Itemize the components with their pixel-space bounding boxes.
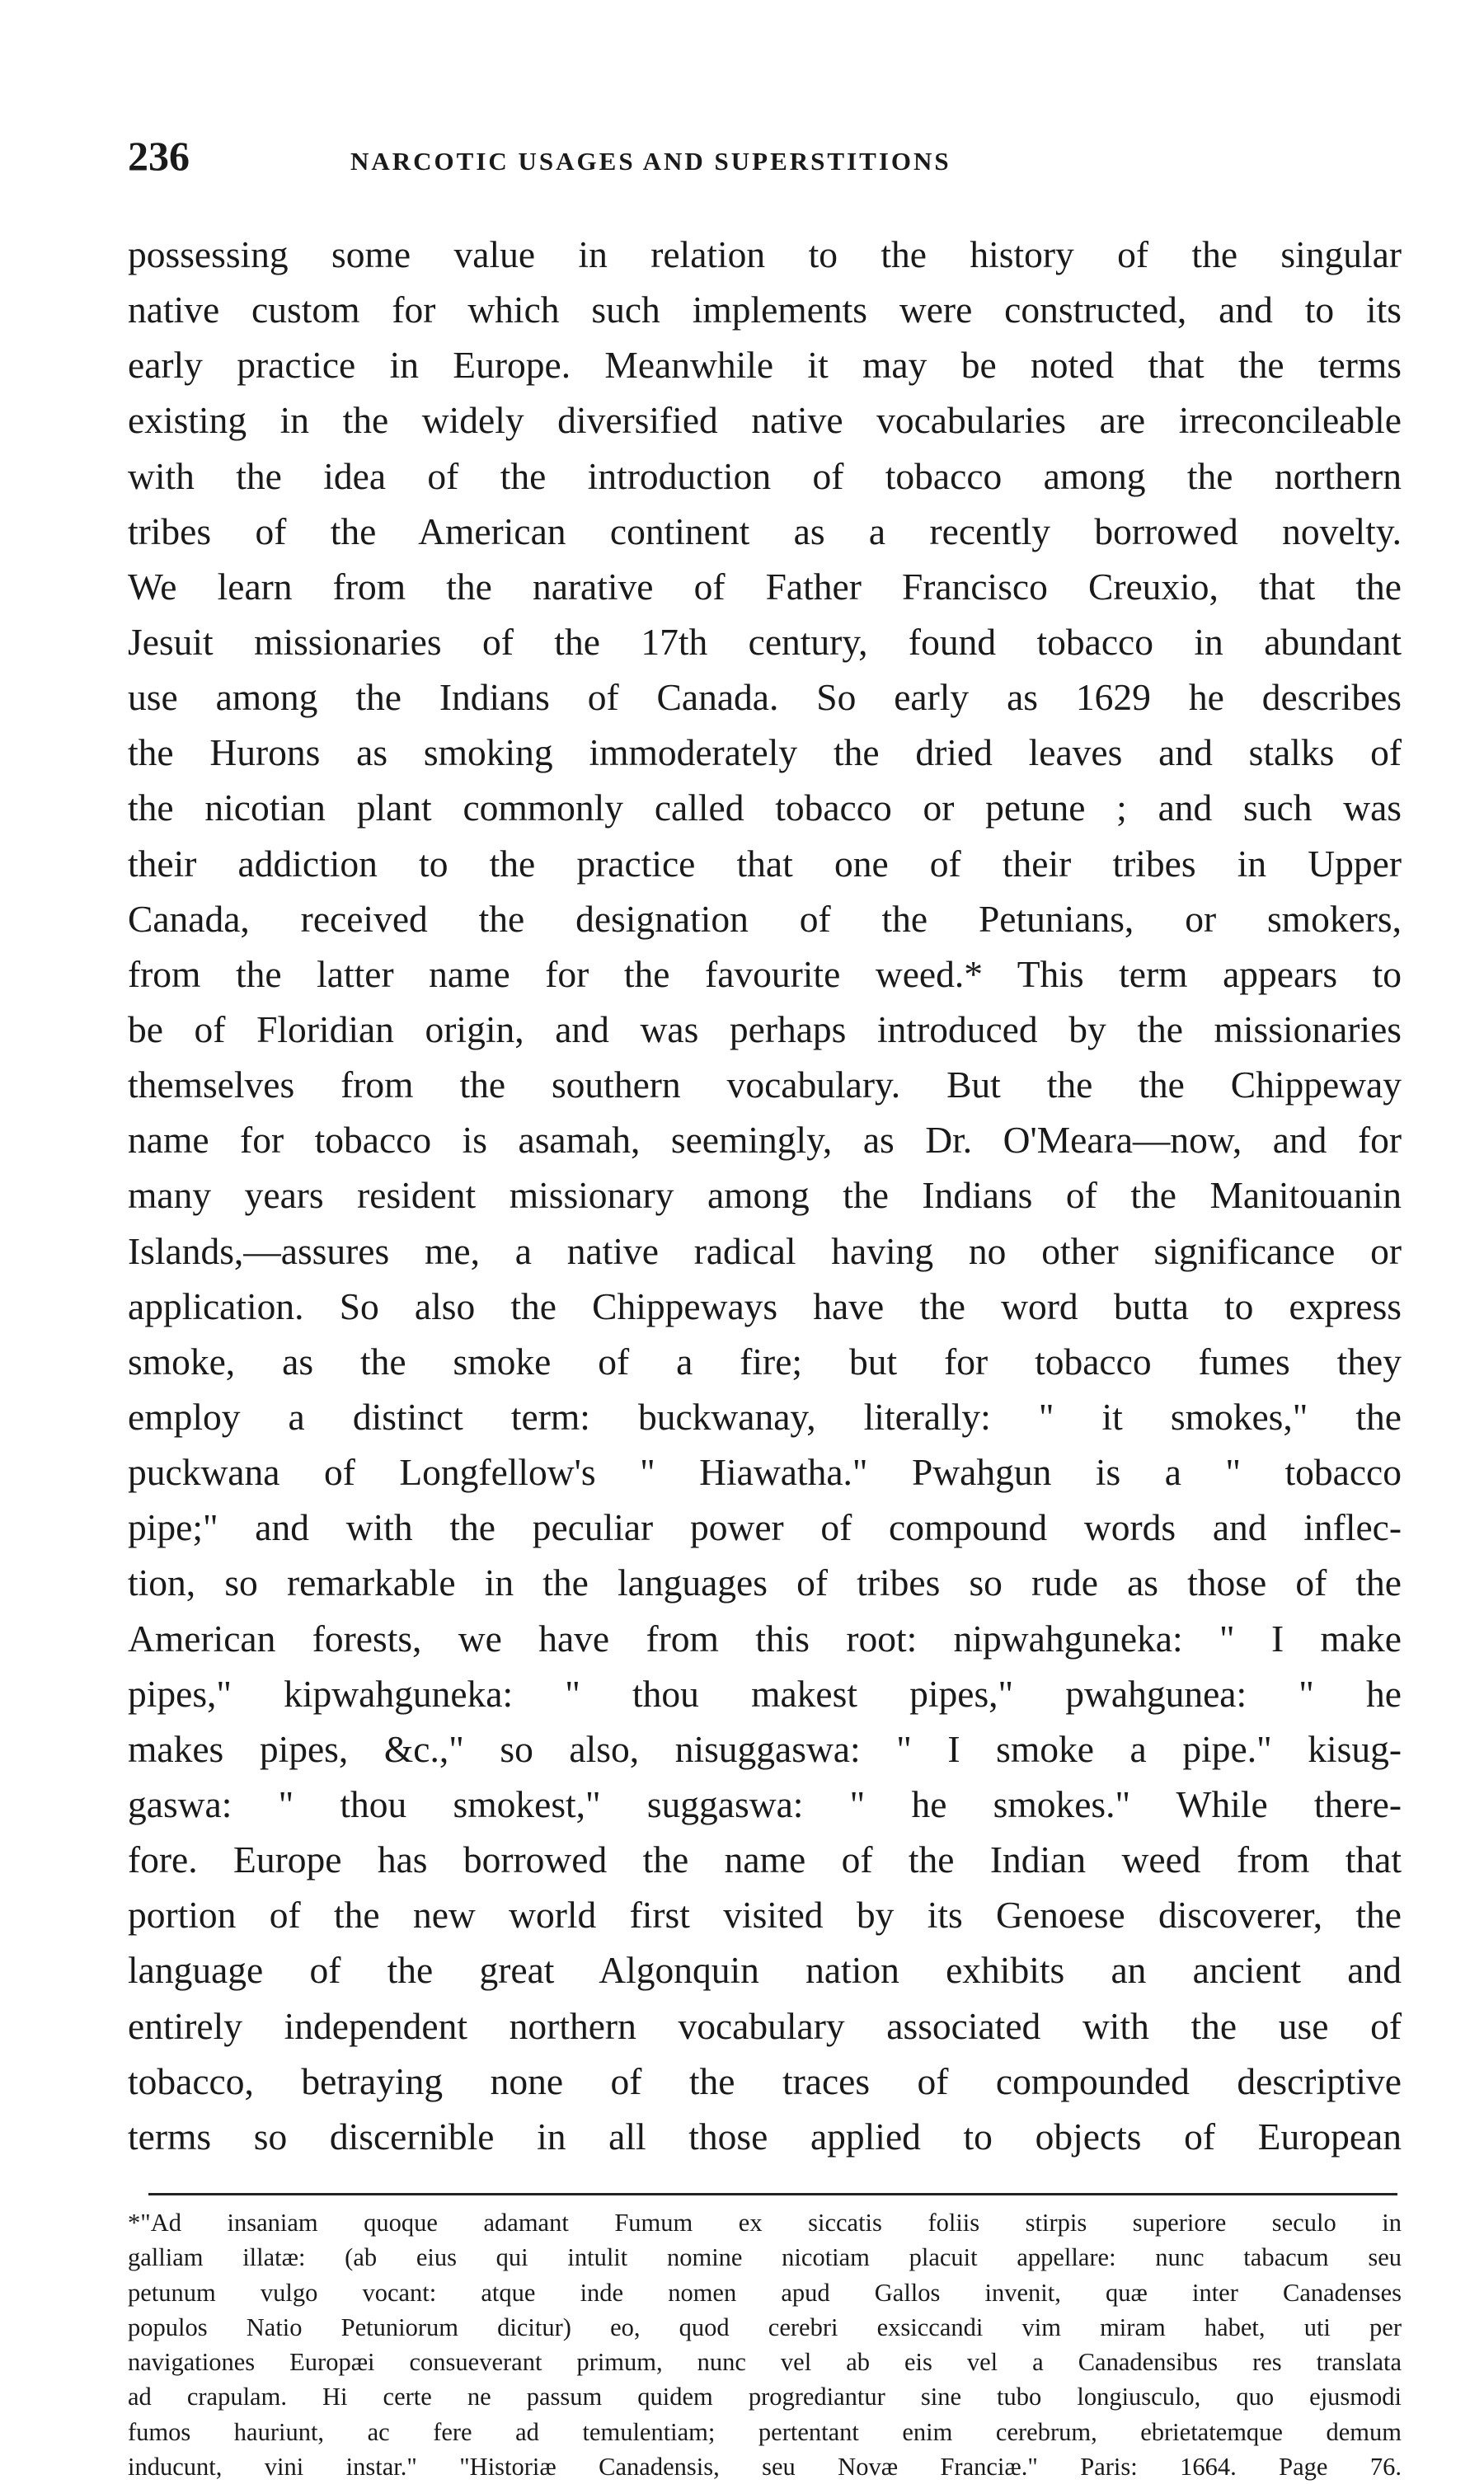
text-line: makes pipes, &c.," so also, nisuggaswa: " I smoke a pipe." kisug- [128, 1727, 1402, 1770]
text-line: the Hurons as smoking immoderately the dried leaves and stalks of [128, 731, 1402, 774]
text-line: their addiction to the practice that one of their tribes in Upper [128, 842, 1402, 885]
text-line: pipes," kipwahguneka: " thou makest pipes," pwahgunea: " he [128, 1672, 1402, 1715]
text-line: smoke, as the smoke of a fire; but for tobacco fumes they [128, 1340, 1402, 1383]
footnote-line: fumos hauriunt, ac fere ad temulentiam; pertentant enim cerebrum, ebrietatemque demum [128, 2417, 1402, 2446]
text-line: possessing some value in relation to the history of the singular [128, 233, 1402, 275]
footnote-line: ad crapulam. Hi certe ne passum quidem progrediantur sine tubo longiusculo, quo ejusmodi [128, 2383, 1402, 2411]
text-line: puckwana of Longfellow's " Hiawatha." Pwahgun is a " tobacco [128, 1451, 1402, 1494]
body-text [128, 227, 1402, 2164]
text-line: themselves from the southern vocabulary. But the the Chippeway [128, 1064, 1402, 1106]
footnote [128, 2205, 1402, 2484]
footnote-line: galliam illatæ: (ab eius qui intulit nomine nicotiam placuit appellare: nunc tabacum seu [128, 2243, 1402, 2272]
text-line: language of the great Algonquin nation exhibits an ancient and [128, 1949, 1402, 1992]
footnote-line: petunum vulgo vocant: atque inde nomen apud Gallos invenit, quæ inter Canadenses [128, 2278, 1402, 2307]
running-head: NARCOTIC USAGES AND SUPERSTITIONS [350, 147, 951, 176]
text-line: Islands,—assures me, a native radical having no other significance or [128, 1229, 1402, 1272]
text-line: employ a distinct term: buckwanay, literally: " it smokes," the [128, 1395, 1402, 1438]
text-line: Canada, received the designation of the Petunians, or smokers, [128, 897, 1402, 940]
text-line: tribes of the American continent as a recently borrowed novelty. [128, 509, 1402, 552]
footnote-line: inducunt, vini instar." "Historiæ Canadensis, seu Novæ Franciæ." Paris: 1664. Page 76. [128, 2453, 1402, 2481]
text-line: many years resident missionary among the Indians of the Manitouanin [128, 1174, 1402, 1217]
text-line: from the latter name for the favourite weed.* This term appears to [128, 952, 1402, 995]
text-line: tion, so remarkable in the languages of tribes so rude as those of the [128, 1561, 1402, 1604]
text-line: the nicotian plant commonly called tobacco or petune ; and such was [128, 787, 1402, 829]
text-line: existing in the widely diversified native vocabularies are irreconcileable [128, 399, 1402, 442]
text-line: application. So also the Chippeways have the word butta to express [128, 1284, 1402, 1327]
text-line: use among the Indians of Canada. So early as 1629 he describes [128, 676, 1402, 719]
text-line: name for tobacco is asamah, seemingly, as Dr. O'Meara—now, and for [128, 1119, 1402, 1162]
page-number: 236 [128, 133, 190, 179]
text-line: tobacco, betraying none of the traces of compounded descriptive [128, 2059, 1402, 2102]
text-line: native custom for which such implements were constructed, and to its [128, 289, 1402, 331]
text-line: terms so discernible in all those applied to objects of European [128, 2115, 1402, 2158]
text-line: We learn from the narative of Father Francisco Creuxio, that the [128, 565, 1402, 608]
footnote-line: *"Ad insaniam quoque adamant Fumum ex siccatis foliis stirpis superiore seculo in [128, 2208, 1402, 2237]
text-line: pipe;" and with the peculiar power of compound words and inflec- [128, 1506, 1402, 1549]
text-line: Jesuit missionaries of the 17th century, found tobacco in abundant [128, 620, 1402, 663]
text-line: entirely independent northern vocabulary associated with the use of [128, 2004, 1402, 2047]
page-header [128, 132, 1402, 190]
text-line: fore. Europe has borrowed the name of the Indian weed from that [128, 1838, 1402, 1881]
footnote-rule [148, 2193, 1397, 2195]
text-line: be of Floridian origin, and was perhaps introduced by the missionaries [128, 1007, 1402, 1050]
footnote-line: populos Natio Petuniorum dicitur) eo, quod cerebri exsiccandi vim miram habet, uti per [128, 2313, 1402, 2341]
text-line: early practice in Europe. Meanwhile it may be noted that the terms [128, 344, 1402, 387]
text-line: American forests, we have from this root: nipwahguneka: " I make [128, 1617, 1402, 1660]
footnote-line: navigationes Europæi consueverant primum, nunc vel ab eis vel a Canadensibus res translata [128, 2348, 1402, 2377]
text-line: portion of the new world first visited by its Genoese discoverer, the [128, 1894, 1402, 1937]
text-line: gaswa: " thou smokest," suggaswa: " he smokes." While there- [128, 1782, 1402, 1825]
text-line: with the idea of the introduction of tobacco among the northern [128, 454, 1402, 497]
book-page [128, 132, 1402, 2484]
